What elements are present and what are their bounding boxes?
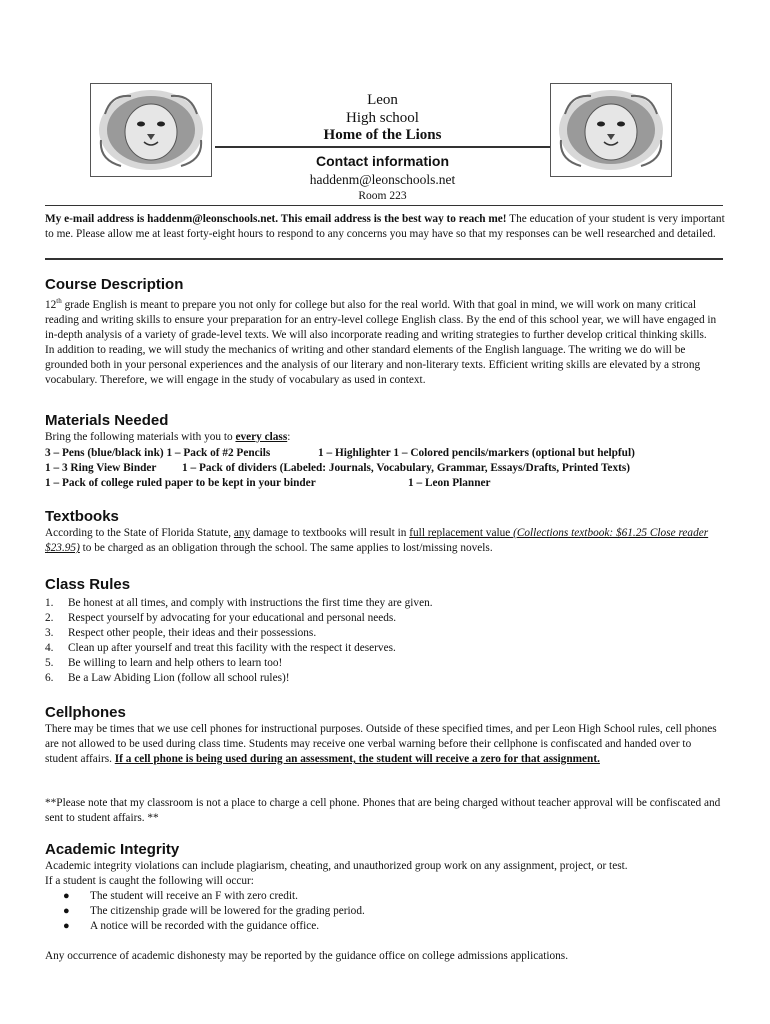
cellphones-heading: Cellphones bbox=[45, 704, 126, 721]
contact-email[interactable]: haddenm@leonschools.net bbox=[309, 172, 456, 187]
intro-email-statement: My e-mail address is haddenm@leonschools.net. This email address is the best way to reach me! bbox=[45, 213, 507, 225]
rule-number: 2. bbox=[45, 612, 54, 624]
textbooks-text-3: to be charged as an obligation through the school. The same applies to lost/missing novels. bbox=[79, 542, 493, 554]
rule-number: 3. bbox=[45, 627, 54, 639]
rule-text: Respect other people, their ideas and their possessions. bbox=[68, 627, 317, 639]
school-name: Leon bbox=[367, 92, 398, 108]
rule-text: Be willing to learn and help others to learn too! bbox=[68, 657, 283, 669]
cellphones-warning: If a cell phone is being used during an assessment, the student will receive a zero for that assignment. bbox=[114, 753, 600, 765]
materials-every-class: every class bbox=[235, 431, 288, 443]
intro-paragraph bbox=[45, 212, 725, 242]
materials-intro bbox=[45, 430, 290, 445]
cellphones-note: **Please note that my classroom is not a place to charge a cell phone. Phones that are being charged without teacher approval will be confiscated and sent to student affairs. ** bbox=[45, 797, 721, 824]
integrity-line-2: If a student is caught the following will occur: bbox=[45, 875, 254, 887]
materials-heading: Materials Needed bbox=[45, 412, 169, 429]
rule-number: 5. bbox=[45, 657, 54, 669]
materials-row-3b: 1 – Leon Planner bbox=[408, 477, 491, 489]
materials-row-1a: 3 – Pens (blue/black ink) 1 – Pack of #2 Pencils bbox=[45, 447, 271, 459]
textbooks-any: any bbox=[233, 527, 251, 539]
grade-number: 12 bbox=[45, 298, 57, 311]
materials-row-3a: 1 – Pack of college ruled paper to be kept in your binder bbox=[45, 477, 316, 489]
rule-number: 4. bbox=[45, 642, 54, 654]
integrity-line-1: Academic integrity violations can include plagiarism, cheating, and unauthorized group work on any assignment, project, or test. bbox=[45, 860, 628, 872]
rule-number: 1. bbox=[45, 597, 54, 609]
course-text: grade English is meant to prepare you not only for college but also for the real world. With that goal in mind, we will work on many critical reading and writing skills to ensure your preparation for an entry-level college English class. By the end of this school year, we will have engaged in in-depth analysis of a variety of grade-level texts. We will also incorporate reading and writing strategies to further develop critical thinking skills. In addition to reading, we will study the mechanics of writing and other standard elements of the English language. The writing we do will be grounded both in your personal experiences and the analysis of our literary and non-literary texts. Efficient writing skills are elevated by a strong vocabulary. Therefore, we will engage in the study of vocabulary as used in context. bbox=[45, 298, 717, 386]
bullet-icon: ● bbox=[63, 920, 70, 932]
rule-text: Be honest at all times, and comply with instructions the first time they are given. bbox=[68, 597, 433, 609]
rule-text: Clean up after yourself and treat this facility with the respect it deserves. bbox=[68, 642, 396, 654]
materials-row-2a: 1 – 3 Ring View Binder bbox=[45, 462, 157, 474]
bullet-icon: ● bbox=[63, 890, 70, 902]
textbooks-heading: Textbooks bbox=[45, 508, 119, 525]
materials-intro-text: Bring the following materials with you to bbox=[45, 431, 236, 443]
textbooks-text-2: damage to textbooks will result in bbox=[250, 527, 410, 539]
rule-text: Respect yourself by advocating for your educational and personal needs. bbox=[68, 612, 397, 624]
integrity-heading: Academic Integrity bbox=[45, 841, 180, 858]
integrity-bullet-text: A notice will be recorded with the guidance office. bbox=[90, 920, 320, 932]
course-heading: Course Description bbox=[45, 276, 184, 293]
textbooks-text-1: According to the State of Florida Statute, bbox=[45, 527, 234, 539]
rule-text: Be a Law Abiding Lion (follow all school rules)! bbox=[68, 672, 290, 684]
contact-heading: Contact information bbox=[316, 153, 449, 169]
bullet-icon: ● bbox=[63, 905, 70, 917]
textbooks-paragraph bbox=[45, 526, 725, 556]
header-rule-top bbox=[215, 146, 550, 148]
rule-number: 6. bbox=[45, 672, 54, 684]
integrity-closing: Any occurrence of academic dishonesty may be reported by the guidance office on college admissions applications. bbox=[45, 950, 569, 962]
course-paragraph bbox=[45, 294, 717, 388]
grade-suffix: th bbox=[56, 297, 62, 305]
school-subtitle: High school bbox=[346, 110, 419, 126]
materials-row-2b: 1 – Pack of dividers (Labeled: Journals, Vocabulary, Grammar, Essays/Drafts, Printed Texts) bbox=[182, 462, 631, 474]
room-number: Room 223 bbox=[358, 190, 407, 202]
lion-image-left bbox=[90, 83, 212, 177]
materials-intro-colon: : bbox=[287, 431, 291, 443]
cellphones-text: There may be times that we use cell phones for instructional purposes. Outside of these specified times, and per Leon High School rules, cell phones are not allowed to be used during class time. Students may receive one verbal warning before their cellphone is confiscated and handed over to student affairs. bbox=[45, 723, 717, 765]
materials-row-1b: 1 – Highlighter 1 – Colored pencils/markers (optional but helpful) bbox=[318, 447, 635, 459]
cellphones-paragraph bbox=[45, 722, 720, 767]
school-motto: Home of the Lions bbox=[323, 127, 442, 143]
lion-image-right bbox=[550, 83, 672, 177]
integrity-bullet-text: The citizenship grade will be lowered for the grading period. bbox=[90, 905, 365, 917]
intro-text: The education of your student is very important to me. Please allow me at least forty-eight hours to respond to any concerns you may have so that my responses can be well researched and detailed. bbox=[45, 213, 725, 240]
header-rule-bottom bbox=[45, 205, 723, 206]
textbooks-replacement: full replacement value bbox=[409, 527, 514, 539]
rules-heading: Class Rules bbox=[45, 576, 131, 593]
textbooks-prices: (Collections textbook: $61.25 Close reader $23.95) bbox=[45, 527, 709, 554]
section-divider bbox=[45, 258, 723, 260]
integrity-bullet-text: The student will receive an F with zero credit. bbox=[90, 890, 298, 902]
